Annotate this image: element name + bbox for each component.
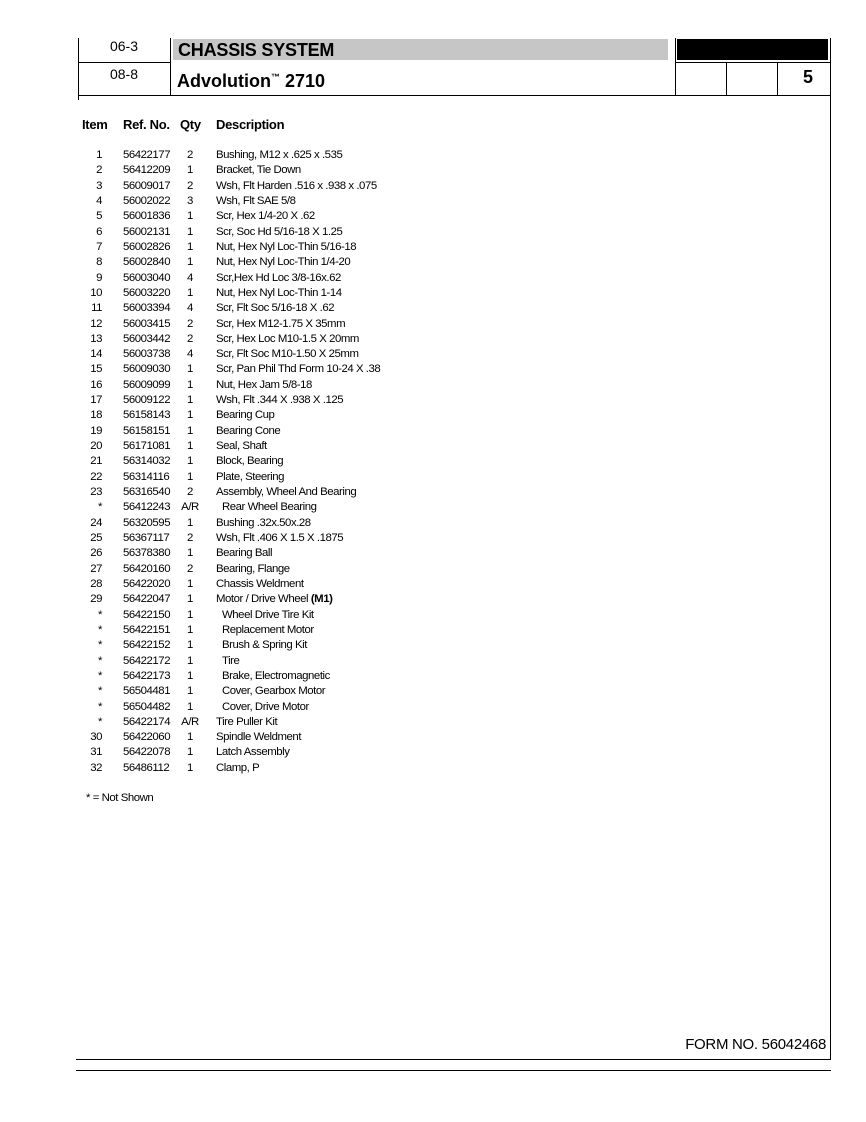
qty-cell: A/R	[181, 715, 199, 728]
ref-no-cell: 56009122	[123, 394, 171, 407]
ref-no-cell: 56422173	[123, 669, 171, 682]
item-cell: 10	[90, 286, 102, 299]
qty-cell: 1	[187, 409, 193, 422]
description-cell: Seal, Shaft	[216, 440, 267, 453]
item-cell: 6	[96, 225, 102, 238]
description-cell: Wsh, Flt Harden .516 x .938 x .075	[216, 179, 377, 192]
table-row	[0, 241, 700, 256]
not-shown-note: * = Not Shown	[86, 792, 154, 804]
description-cell: Nut, Hex Nyl Loc-Thin 1-14	[216, 286, 342, 299]
qty-cell: 1	[187, 669, 193, 682]
model-name: Advolution	[177, 71, 271, 91]
table-row	[0, 517, 700, 532]
item-cell: 3	[96, 179, 102, 192]
description-cell: Brake, Electromagnetic	[222, 669, 330, 682]
description-cell: Cover, Drive Motor	[222, 700, 309, 713]
header-bottom-border	[78, 95, 831, 96]
qty-cell: 2	[187, 486, 193, 499]
item-cell: 17	[90, 394, 102, 407]
ref-no-cell: 56002131	[123, 225, 171, 238]
qty-cell: 1	[187, 363, 193, 376]
table-row	[0, 333, 700, 348]
item-cell: *	[98, 700, 102, 713]
table-row	[0, 164, 700, 179]
qty-cell: A/R	[181, 501, 199, 514]
description-cell: Bearing, Flange	[216, 562, 290, 575]
header-right-border	[830, 38, 831, 96]
description-bold: (M1)	[310, 593, 333, 606]
ref-no-cell: 56422152	[123, 639, 171, 652]
ref-no-cell: 56003040	[123, 271, 171, 284]
item-cell: 1	[96, 149, 102, 161]
item-cell: *	[98, 639, 102, 652]
table-row	[0, 731, 700, 746]
table-row	[0, 624, 700, 639]
ref-no-cell: 56422151	[123, 623, 171, 636]
qty-cell: 3	[187, 194, 193, 207]
qty-cell: 1	[187, 516, 193, 529]
model-number: 2710	[285, 71, 326, 91]
item-cell: 31	[90, 746, 102, 759]
qty-cell: 2	[187, 332, 193, 345]
table-row	[0, 716, 700, 731]
qty-cell: 2	[187, 532, 193, 544]
table-row	[0, 655, 700, 670]
header-right-cell-mid1	[726, 62, 727, 96]
item-cell: 30	[90, 731, 102, 744]
table-row	[0, 455, 700, 470]
table-row	[0, 272, 700, 287]
qty-cell: 1	[187, 164, 193, 177]
description-cell: Wsh, Flt .406 X 1.5 X .1875	[216, 532, 344, 544]
page-title: CHASSIS SYSTEM	[178, 40, 335, 60]
ref-no-cell: 56171081	[123, 440, 171, 453]
ref-no-cell: 56422060	[123, 731, 171, 744]
ref-no-cell: 56003442	[123, 332, 171, 345]
item-cell: 5	[96, 210, 102, 223]
ref-no-cell: 56009030	[123, 363, 171, 376]
ref-no-cell: 56412209	[123, 164, 171, 177]
ref-no-cell: 56314032	[123, 455, 171, 468]
item-cell: *	[98, 669, 102, 682]
frame-right-border	[830, 96, 831, 1059]
footer-rule-top	[76, 1059, 831, 1060]
table-row	[0, 409, 700, 424]
description-cell: Wheel Drive Tire Kit	[222, 608, 314, 621]
description-cell: Chassis Weldment	[216, 577, 304, 590]
table-row	[0, 578, 700, 593]
ref-no-cell: 56422174	[123, 715, 171, 728]
item-cell: 11	[91, 302, 102, 315]
description-cell: Spindle Weldment	[216, 731, 302, 744]
ref-no-cell: 56003394	[123, 302, 171, 315]
item-cell: 32	[90, 761, 102, 774]
ref-no-cell: 56009017	[123, 179, 171, 192]
item-cell: 8	[96, 256, 102, 269]
table-row	[0, 379, 700, 394]
qty-cell: 1	[187, 440, 193, 453]
description-cell: Block, Bearing	[216, 455, 284, 468]
qty-cell: 4	[187, 348, 193, 361]
qty-cell: 1	[187, 424, 193, 437]
description-cell: Latch Assembly	[216, 746, 290, 759]
qty-cell: 1	[187, 685, 193, 698]
description-cell: Bearing Cup	[216, 409, 275, 422]
table-row	[0, 348, 700, 363]
description-cell: Wsh, Flt .344 X .938 X .125	[216, 394, 344, 407]
ref-no-cell: 56002826	[123, 240, 171, 253]
table-row	[0, 471, 700, 486]
description-cell: Scr, Flt Soc M10-1.50 X 25mm	[216, 348, 359, 361]
qty-cell: 1	[187, 608, 193, 621]
description-cell: Scr, Soc Hd 5/16-18 X 1.25	[216, 225, 343, 238]
header-divider	[170, 38, 171, 96]
table-row	[0, 363, 700, 378]
qty-cell: 4	[187, 271, 193, 284]
ref-no-cell: 56003220	[123, 286, 171, 299]
qty-cell: 1	[187, 256, 193, 269]
qty-cell: 1	[187, 593, 193, 606]
ref-no-cell: 56009099	[123, 378, 171, 391]
form-number: FORM NO. 56042468	[685, 1036, 826, 1053]
qty-cell: 1	[187, 700, 193, 713]
column-header-qty: Qty	[180, 117, 201, 132]
ref-no-cell: 56316540	[123, 486, 171, 499]
item-cell: 2	[96, 164, 102, 177]
description-cell: Clamp, P	[216, 761, 260, 774]
ref-no-cell: 56504482	[123, 700, 171, 713]
item-cell: 24	[90, 516, 102, 529]
description-cell: Nut, Hex Nyl Loc-Thin 5/16-18	[216, 240, 357, 253]
item-cell: *	[98, 608, 102, 621]
item-cell: *	[98, 501, 102, 514]
ref-no-cell: 56420160	[123, 562, 171, 575]
item-cell: 22	[90, 470, 102, 483]
qty-cell: 1	[187, 240, 193, 253]
table-row	[0, 501, 700, 516]
table-row	[0, 670, 700, 685]
table-row	[0, 256, 700, 271]
table-row	[0, 195, 700, 210]
description-cell: Bearing Cone	[216, 424, 281, 437]
ref-no-cell: 56158143	[123, 409, 171, 422]
ref-no-cell: 56412243	[123, 501, 171, 514]
item-cell: *	[98, 685, 102, 698]
description-cell: Wsh, Flt SAE 5/8	[216, 194, 296, 207]
description-cell: Scr,Hex Hd Loc 3/8-16x.62	[216, 271, 341, 284]
qty-cell: 1	[187, 286, 193, 299]
column-header-item: Item	[82, 117, 108, 132]
item-cell: *	[98, 623, 102, 636]
qty-cell: 2	[187, 562, 193, 575]
item-cell: *	[98, 715, 102, 728]
description-cell: Bracket, Tie Down	[216, 164, 301, 177]
qty-cell: 1	[187, 639, 193, 652]
ref-no-cell: 56320595	[123, 516, 171, 529]
table-row	[0, 609, 700, 624]
item-cell: 16	[90, 378, 102, 391]
table-row	[0, 440, 700, 455]
item-cell: 4	[96, 194, 102, 207]
description-cell: Motor / Drive Wheel (M1)	[216, 593, 333, 606]
ref-no-cell: 56422172	[123, 654, 171, 667]
description-cell: Bushing, M12 x .625 x .535	[216, 149, 343, 161]
item-cell: 14	[90, 348, 102, 361]
qty-cell: 1	[187, 731, 193, 744]
table-row	[0, 563, 700, 578]
ref-no-cell: 56504481	[123, 685, 171, 698]
description-cell: Replacement Motor	[222, 623, 314, 636]
qty-cell: 1	[187, 654, 193, 667]
table-row	[0, 318, 700, 333]
table-row	[0, 149, 700, 164]
header-right-cell-left	[675, 38, 676, 96]
column-header-description: Description	[216, 117, 285, 132]
table-row	[0, 394, 700, 409]
ref-no-cell: 56422150	[123, 608, 171, 621]
column-header-ref: Ref. No.	[123, 117, 170, 132]
item-cell: 27	[90, 562, 102, 575]
ref-no-cell: 56003738	[123, 348, 171, 361]
item-cell: 21	[90, 455, 102, 468]
date-code: 08-8	[109, 66, 139, 82]
ref-no-cell: 56422047	[123, 593, 171, 606]
frame-left-stub	[78, 96, 79, 100]
item-cell: 15	[90, 363, 102, 376]
table-row	[0, 701, 700, 716]
ref-no-cell: 56158151	[123, 424, 171, 437]
item-cell: 9	[96, 271, 102, 284]
description-cell: Scr, Flt Soc 5/16-18 X .62	[216, 302, 335, 315]
header-black-block	[677, 39, 828, 60]
qty-cell: 1	[187, 225, 193, 238]
item-cell: 12	[90, 317, 102, 330]
ref-no-cell: 56422177	[123, 149, 171, 161]
table-row	[0, 639, 700, 654]
description-cell: Cover, Gearbox Motor	[222, 685, 326, 698]
footer-rule-bottom	[76, 1070, 831, 1071]
description-cell: Scr, Hex 1/4-20 X .62	[216, 210, 315, 223]
trademark-mark: ™	[270, 72, 280, 82]
qty-cell: 1	[187, 470, 193, 483]
ref-no-cell: 56002022	[123, 194, 171, 207]
item-cell: 18	[90, 409, 102, 422]
table-row	[0, 685, 700, 700]
table-row	[0, 210, 700, 225]
item-cell: 29	[90, 593, 102, 606]
item-cell: 7	[96, 240, 102, 253]
header-right-cell-mid2	[777, 62, 778, 96]
description-cell: Nut, Hex Nyl Loc-Thin 1/4-20	[216, 256, 351, 269]
section-code: 06-3	[109, 38, 139, 54]
table-row	[0, 287, 700, 302]
item-cell: 19	[90, 424, 102, 437]
description-cell: Tire	[222, 654, 240, 667]
qty-cell: 2	[187, 317, 193, 330]
ref-no-cell: 56003415	[123, 317, 171, 330]
qty-cell: 1	[187, 378, 193, 391]
description-cell: Scr, Hex M12-1.75 X 35mm	[216, 317, 346, 330]
description-cell: Scr, Hex Loc M10-1.5 X 20mm	[216, 332, 359, 345]
qty-cell: 1	[187, 623, 193, 636]
item-cell: 20	[90, 440, 102, 453]
header-right-row-divider	[675, 62, 831, 63]
table-row	[0, 302, 700, 317]
ref-no-cell: 56314116	[123, 470, 170, 483]
item-cell: *	[98, 654, 102, 667]
qty-cell: 1	[187, 455, 193, 468]
description-cell: Brush & Spring Kit	[222, 639, 307, 652]
table-row	[0, 226, 700, 241]
qty-cell: 1	[187, 547, 193, 560]
description-cell: Bushing .32x.50x.28	[216, 516, 311, 529]
ref-no-cell: 56367117	[123, 532, 170, 544]
header-row-divider	[78, 62, 170, 63]
table-row	[0, 180, 700, 195]
table-row	[0, 593, 700, 608]
qty-cell: 1	[187, 761, 193, 774]
ref-no-cell: 56001836	[123, 210, 171, 223]
description-cell: Bearing Ball	[216, 547, 273, 560]
ref-no-cell: 56422020	[123, 577, 171, 590]
qty-cell: 1	[187, 394, 193, 407]
ref-no-cell: 56486112	[123, 761, 170, 774]
item-cell: 26	[90, 547, 102, 560]
description-cell: Nut, Hex Jam 5/8-18	[216, 378, 312, 391]
description-cell: Tire Puller Kit	[216, 715, 278, 728]
item-cell: 28	[90, 577, 102, 590]
qty-cell: 2	[187, 179, 193, 192]
table-row	[0, 532, 700, 547]
table-row	[0, 486, 700, 501]
description-cell: Scr, Pan Phil Thd Form 10-24 X .38	[216, 363, 381, 376]
ref-no-cell: 56378380	[123, 547, 171, 560]
qty-cell: 4	[187, 302, 193, 315]
page-number: 5	[802, 67, 813, 87]
ref-no-cell: 56002840	[123, 256, 171, 269]
item-cell: 13	[90, 332, 102, 345]
qty-cell: 1	[187, 210, 193, 223]
description-cell: Assembly, Wheel And Bearing	[216, 486, 357, 499]
model-title	[177, 66, 325, 92]
table-row	[0, 746, 700, 761]
description-cell: Rear Wheel Bearing	[222, 501, 317, 514]
ref-no-cell: 56422078	[123, 746, 171, 759]
qty-cell: 1	[187, 577, 193, 590]
description-cell: Plate, Steering	[216, 470, 284, 483]
table-row	[0, 425, 700, 440]
table-row	[0, 547, 700, 562]
item-cell: 25	[90, 532, 102, 544]
item-cell: 23	[90, 486, 102, 499]
qty-cell: 1	[187, 746, 193, 759]
table-row	[0, 762, 700, 777]
qty-cell: 2	[187, 149, 193, 161]
